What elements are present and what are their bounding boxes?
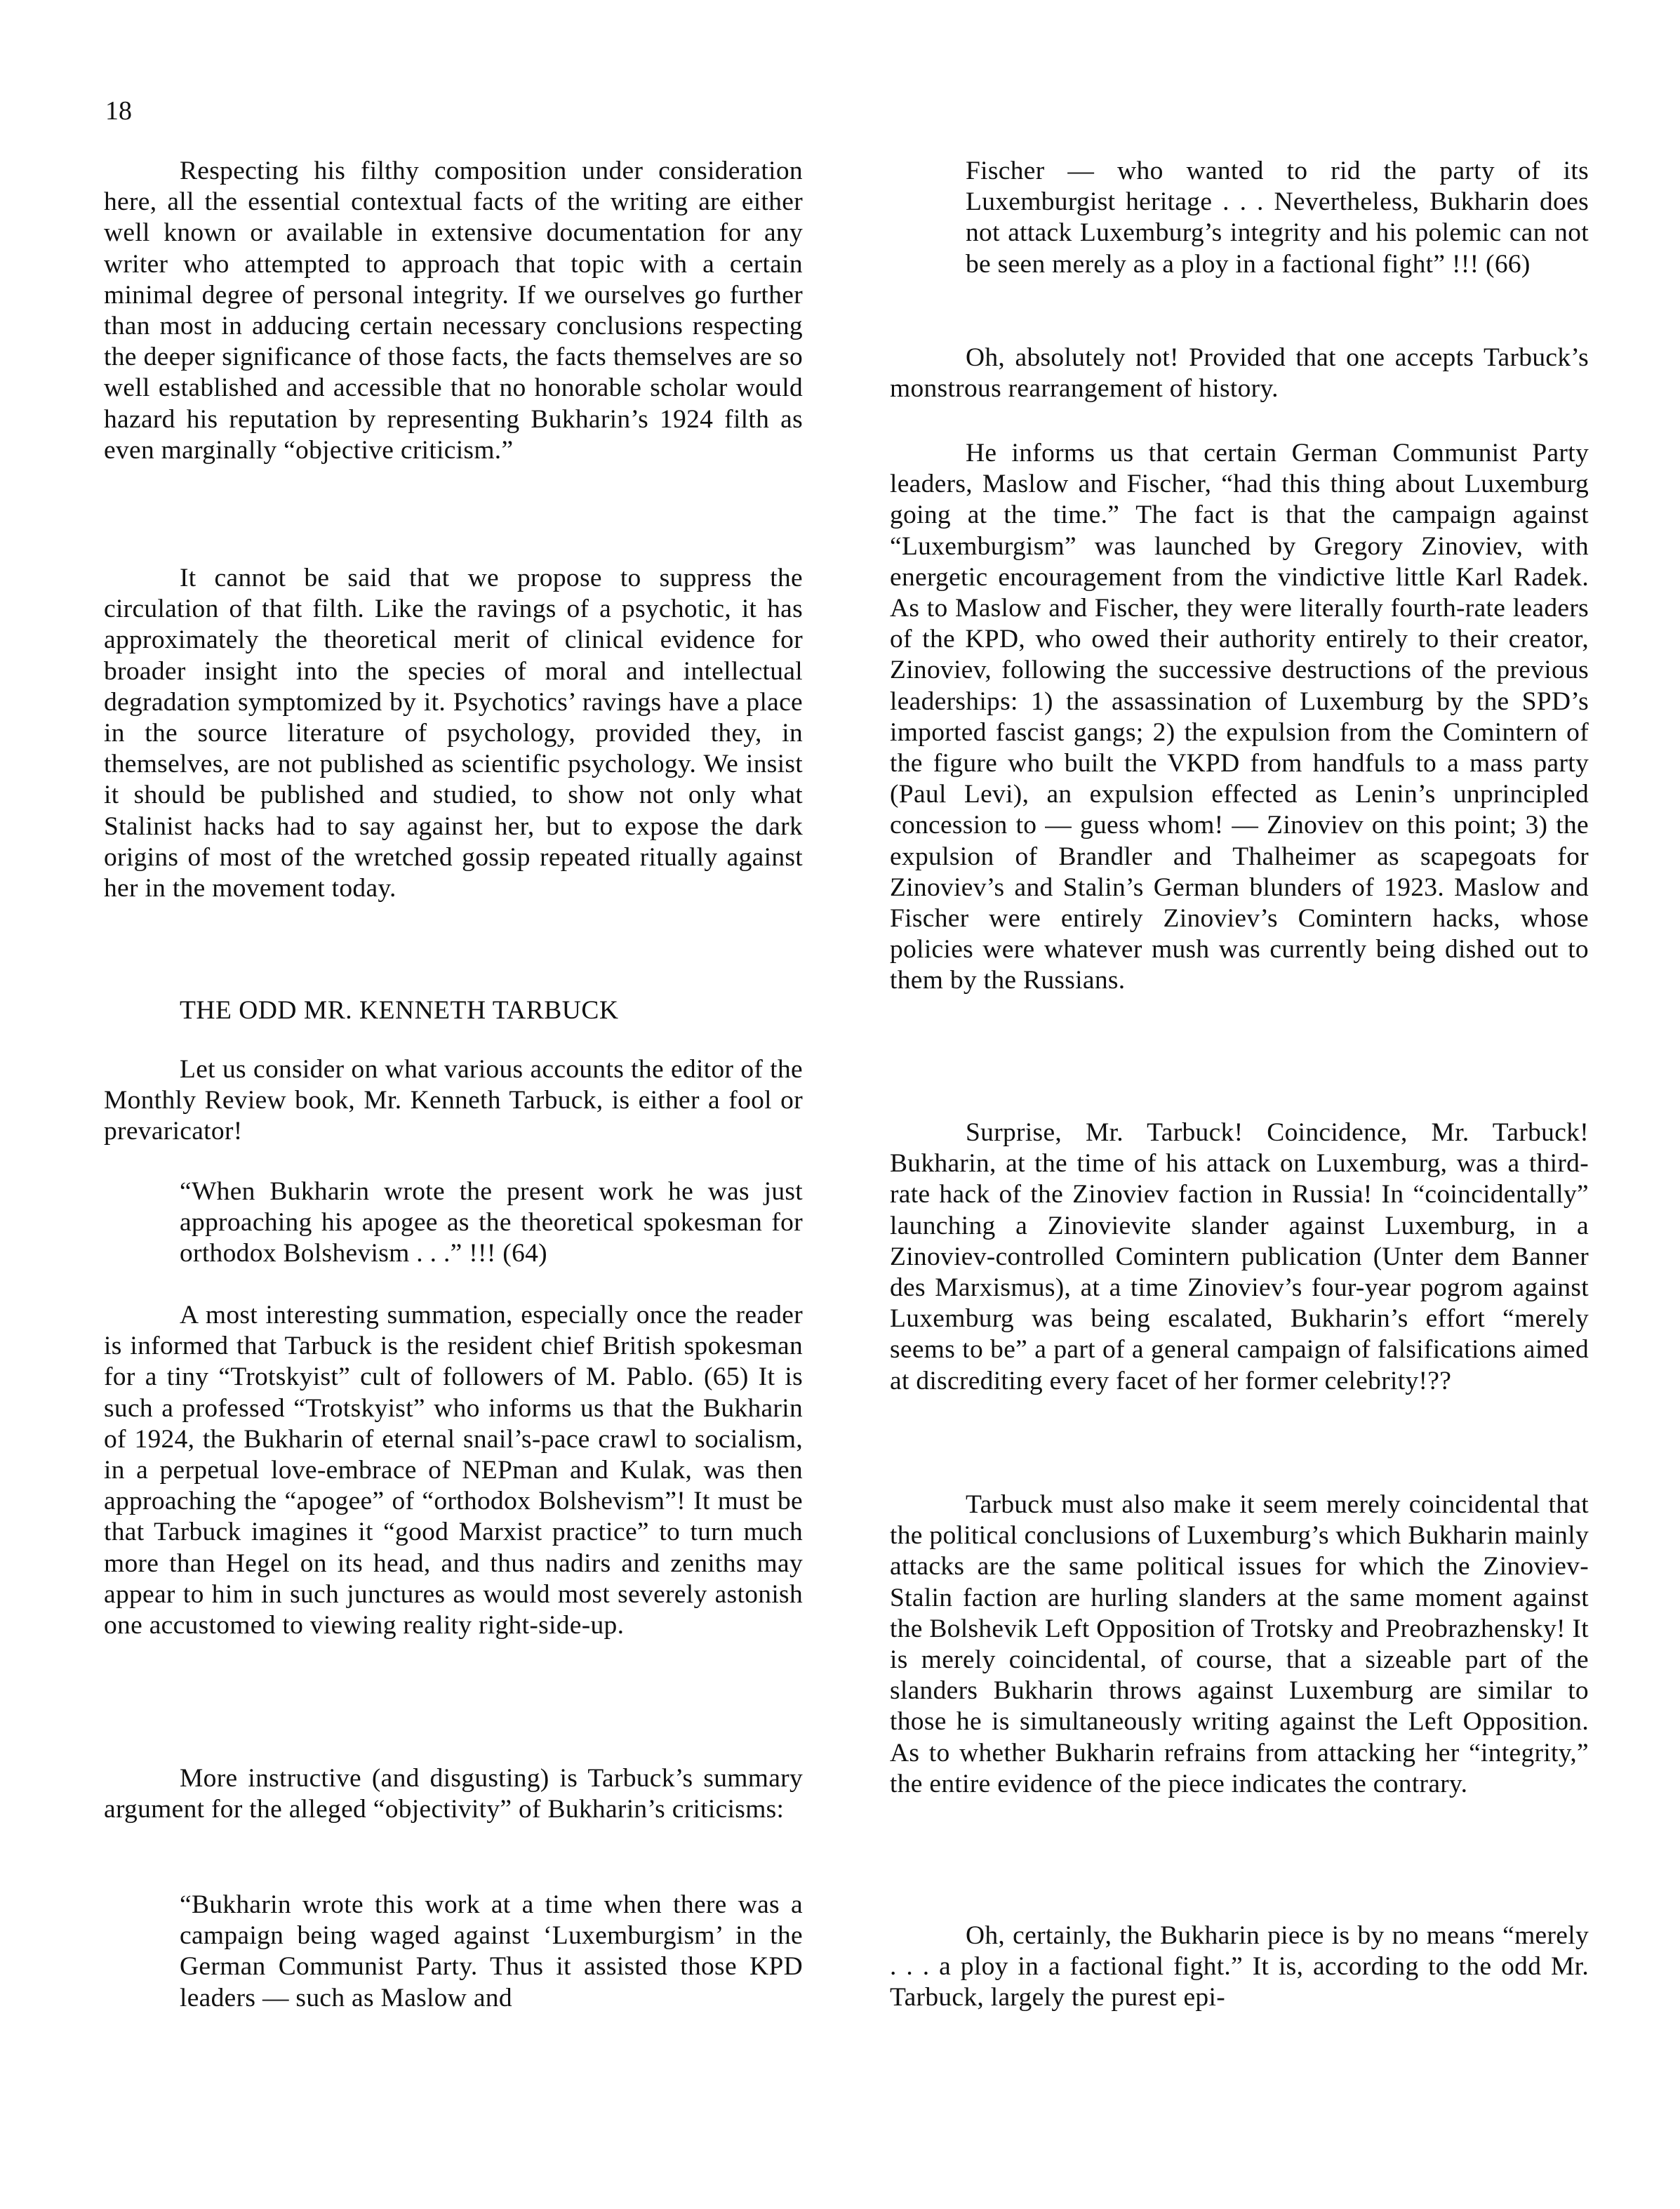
paragraph: Respecting his filthy composition under consideration here, all the essential contextual facts of the writing are either well known or available in extensive documentation for any writer who attempted to approach that topic with a certain minimal degree of personal integrity. If we ourselves go further than most in adducing certain necessary conclusions respecting the deeper significance of those facts, the facts themselves are so well established and accessible that no honorable scholar would hazard his reputation by representing Bukharin’s 1924 filth as even marginally “objective criticism.” bbox=[104, 157, 803, 465]
page-number: 18 bbox=[105, 96, 132, 126]
block-quote: “When Bukharin wrote the present work he was just approaching his apogee as the theoretical spokesman for orthodox Bolshevism . . .” !!! (64) bbox=[180, 1177, 803, 1268]
paragraph: A most interesting summation, especially once the reader is informed that Tarbuck is the resident chief British spokesman for a tiny “Trotskyist” cult of followers of M. Pablo. (65) It is such a professed “Trotskyist” who informs us that the Bukharin of 1924, the Bukharin of eternal snail’s-pace crawl to socialism, in a perpetual love-embrace of NEPman and Kulak, was then approaching the “apogee” of “orthodox Bolshevism”! It must be that Tarbuck imagines it “good Marxist practice” to turn much more than Hegel on its head, and thus nadirs and zeniths may appear to him in such junctures as would most severely astonish one accustomed to viewing reality right-side-up. bbox=[104, 1301, 803, 1640]
section-heading: THE ODD MR. KENNETH TARBUCK bbox=[180, 996, 619, 1025]
paragraph: He informs us that certain German Communist Party leaders, Maslow and Fischer, “had this thing about Luxemburg going at the time.” The fact is that the campaign against “Luxemburgism” was launched by Gregory Zinoviev, with energetic encouragement from the vindictive little Karl Radek. As to Maslow and Fischer, they were literally fourth-rate leaders of the KPD, who owed their authority entirely to their creator, Zinoviev, following the successive destructions of the previous leaderships: 1) the assassination of Luxemburg by the SPD’s imported fascist gangs; 2) the expulsion from the Comintern of the figure who built the VKPD from handfuls to a mass party (Paul Levi), an expulsion effected as Lenin’s unprincipled concession to — guess whom! — Zinoviev on this point; 3) the expulsion of Brandler and Thalheimer as scapegoats for Zinoviev’s and Stalin’s German blunders of 1923. Maslow and Fischer were entirely Zinoviev’s Comintern hacks, whose policies were whatever mush was currently being dished out to them by the Russians. bbox=[890, 439, 1589, 995]
paragraph: More instructive (and disgusting) is Tarbuck’s summary argument for the alleged “objectivity” of Bukharin’s criticisms: bbox=[104, 1764, 803, 1824]
block-quote-continued: Fischer — who wanted to rid the party of its Luxemburgist heritage . . . Nevertheless, Bukharin does not attack Luxemburg’s integrity and his polemic can not be seen merely as a ploy in a factional fight” !!! (66) bbox=[966, 157, 1589, 279]
paragraph: It cannot be said that we propose to suppress the circulation of that filth. Like the ravings of a psychotic, it has approximately the theoretical merit of clinical evidence for broader insight into the species of moral and intellectual degradation symptomized by it. Psychotics’ ravings have a place in the source literature of psychology, provided they, in themselves, are not published as scientific psychology. We insist it should be published and studied, to show not only what Stalinist hacks had to say against her, but to expose the dark origins of most of the wretched gossip repeated ritually against her in the movement today. bbox=[104, 564, 803, 903]
paragraph: Tarbuck must also make it seem merely coincidental that the political conclusions of Luxemburg’s which Bukharin mainly attacks are the same political issues for which the Zinoviev-Stalin faction are hurling slanders at the same moment against the Bolshevik Left Opposition of Trotsky and Preobrazhensky! It is merely coincidental, of course, that a sizeable part of the slanders Bukharin throws against Luxemburg are similar to those he is simultaneously writing against the Left Opposition. As to whether Bukharin refrains from attacking her “integrity,” the entire evidence of the piece indicates the contrary. bbox=[890, 1490, 1589, 1798]
paragraph: Let us consider on what various accounts the editor of the Monthly Review book, Mr. Kenneth Tarbuck, is either a fool or prevaricator! bbox=[104, 1055, 803, 1146]
paragraph: Oh, absolutely not! Provided that one accepts Tarbuck’s monstrous rearrangement of history. bbox=[890, 343, 1589, 404]
paragraph: Oh, certainly, the Bukharin piece is by no means “merely . . . a ploy in a factional fight.” It is, according to the odd Mr. Tarbuck, largely the purest epi- bbox=[890, 1921, 1589, 2012]
paragraph: Surprise, Mr. Tarbuck! Coincidence, Mr. Tarbuck! Bukharin, at the time of his attack on Luxemburg, was a third-rate hack of the Zinoviev faction in Russia! In “coincidentally” launching a Zinovievite slander against Luxemburg, in a Zinoviev-controlled Comintern publication (Unter dem Banner des Marxismus), at a time Zinoviev’s four-year pogrom against Luxemburg was being escalated, Bukharin’s effort “merely seems to be” a part of a general campaign of falsifications aimed at discrediting every facet of her former celebrity!?? bbox=[890, 1118, 1589, 1395]
block-quote: “Bukharin wrote this work at a time when there was a campaign being waged against ‘Luxemburgism’ in the German Communist Party. Thus it assisted those KPD leaders — such as Maslow and bbox=[180, 1890, 803, 2012]
